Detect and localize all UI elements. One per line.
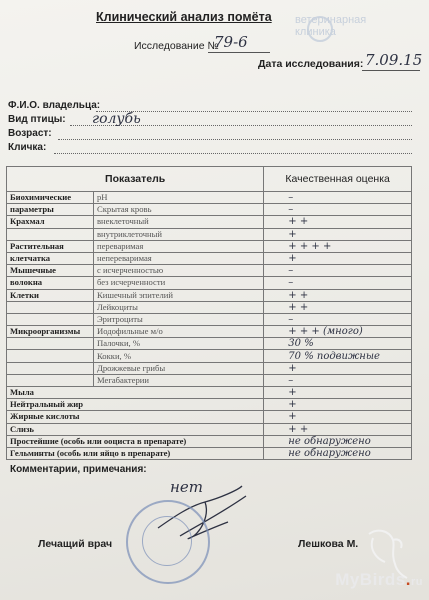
comments-value: нет — [170, 478, 203, 496]
analysis-table — [6, 166, 412, 460]
page-title: Клинический анализ помёта — [96, 10, 272, 24]
table-row — [7, 423, 412, 435]
row-value: – — [264, 277, 412, 289]
doctor-name: Лешкова М. — [298, 538, 359, 550]
research-number: 79-6 — [214, 33, 248, 51]
row-value: не обнаружено — [264, 435, 412, 447]
age-label: Возраст: — [8, 128, 52, 139]
table-row — [7, 435, 412, 447]
row-value: + + + (много) — [264, 326, 412, 338]
table-row — [7, 277, 412, 289]
row-category — [7, 374, 94, 386]
owner-line — [96, 111, 412, 112]
row-parameter: внутриклеточный — [94, 228, 264, 240]
row-category — [7, 362, 94, 374]
row-category — [7, 228, 94, 240]
table-row — [7, 399, 412, 411]
table-row — [7, 192, 412, 204]
row-value: + + — [264, 301, 412, 313]
date-line — [362, 70, 420, 71]
row-category: Нейтральный жир — [7, 399, 264, 411]
row-value: + — [264, 399, 412, 411]
row-value: – — [264, 265, 412, 277]
row-category: волокна — [7, 277, 94, 289]
row-parameter: без исчерченности — [94, 277, 264, 289]
table-row — [7, 350, 412, 362]
row-value: + + — [264, 289, 412, 301]
row-category: Крахмал — [7, 216, 94, 228]
table-row — [7, 301, 412, 313]
mybirds-logo: MyBirds.ru — [335, 570, 423, 589]
species-value: голубь — [92, 111, 141, 127]
header-quality: Качественная оценка — [264, 167, 412, 192]
doctor-label: Лечащий врач — [38, 538, 113, 550]
row-category — [7, 313, 94, 325]
table-row — [7, 289, 412, 301]
row-value: – — [264, 374, 412, 386]
row-category: Мыла — [7, 387, 264, 399]
row-parameter: Эритроциты — [94, 313, 264, 325]
row-parameter: Лейкоциты — [94, 301, 264, 313]
row-category: Растительная — [7, 240, 94, 252]
row-parameter: Кокки, % — [94, 350, 264, 362]
row-value: – — [264, 313, 412, 325]
row-value: + + — [264, 423, 412, 435]
row-category: Мышечные — [7, 265, 94, 277]
table-row — [7, 228, 412, 240]
date-label: Дата исследования: — [258, 58, 364, 70]
row-value: + — [264, 411, 412, 423]
age-line — [58, 139, 412, 140]
row-category — [7, 338, 94, 350]
row-parameter: Дрожжевые грибы — [94, 362, 264, 374]
row-category: Клетки — [7, 289, 94, 301]
row-value: + + + + — [264, 240, 412, 252]
research-label: Исследование № — [134, 40, 219, 52]
table-row — [7, 362, 412, 374]
table-row — [7, 326, 412, 338]
row-category: Слизь — [7, 423, 264, 435]
date-value: 7.09.15 — [365, 51, 423, 69]
row-parameter: переваримая — [94, 240, 264, 252]
row-value: 70 % подвижные — [264, 350, 412, 362]
row-value: – — [264, 204, 412, 216]
row-parameter: Скрытая кровь — [94, 204, 264, 216]
table-row — [7, 338, 412, 350]
row-value: + — [264, 228, 412, 240]
row-value: + — [264, 387, 412, 399]
table-row — [7, 252, 412, 264]
row-value: 30 % — [264, 338, 412, 350]
table-row — [7, 313, 412, 325]
row-value: – — [264, 192, 412, 204]
clinic-stamp — [126, 500, 210, 584]
row-parameter: с исчерченностью — [94, 265, 264, 277]
table-row — [7, 204, 412, 216]
table-row — [7, 374, 412, 386]
row-category: Жирные кислоты — [7, 411, 264, 423]
research-number-line — [208, 52, 270, 53]
row-category — [7, 301, 94, 313]
row-parameter: внеклеточный — [94, 216, 264, 228]
table-row — [7, 411, 412, 423]
row-category: Биохимические — [7, 192, 94, 204]
table-row — [7, 265, 412, 277]
nickname-line — [54, 153, 412, 154]
header-indicator: Показатель — [7, 167, 264, 192]
row-parameter: Мегабактерии — [94, 374, 264, 386]
table-row — [7, 387, 412, 399]
row-category: Микроорганизмы — [7, 326, 94, 338]
row-parameter: Иодофильные м/о — [94, 326, 264, 338]
row-parameter: Кишечный эпителий — [94, 289, 264, 301]
owner-label: Ф.И.О. владельца: — [8, 100, 101, 111]
row-value: + — [264, 252, 412, 264]
table-body — [7, 192, 412, 460]
row-parameter: pH — [94, 192, 264, 204]
row-parameter: непереваримая — [94, 252, 264, 264]
table-row — [7, 447, 412, 459]
row-category — [7, 350, 94, 362]
table-row — [7, 240, 412, 252]
row-value: + + — [264, 216, 412, 228]
row-category: клетчатка — [7, 252, 94, 264]
table-header-row — [7, 167, 412, 192]
comments-label: Комментарии, примечания: — [10, 464, 147, 475]
row-category: Гельминты (особь или яйцо в препарате) — [7, 447, 264, 459]
nickname-label: Кличка: — [8, 142, 47, 153]
row-category: Простейшие (особь или ооциста в препарате) — [7, 435, 264, 447]
row-value: + — [264, 362, 412, 374]
species-label: Вид птицы: — [8, 114, 66, 125]
clinic-watermark: ветеринарная клиника — [295, 14, 367, 38]
row-category: параметры — [7, 204, 94, 216]
row-value: не обнаружено — [264, 447, 412, 459]
table-row — [7, 216, 412, 228]
row-parameter: Палочки, % — [94, 338, 264, 350]
